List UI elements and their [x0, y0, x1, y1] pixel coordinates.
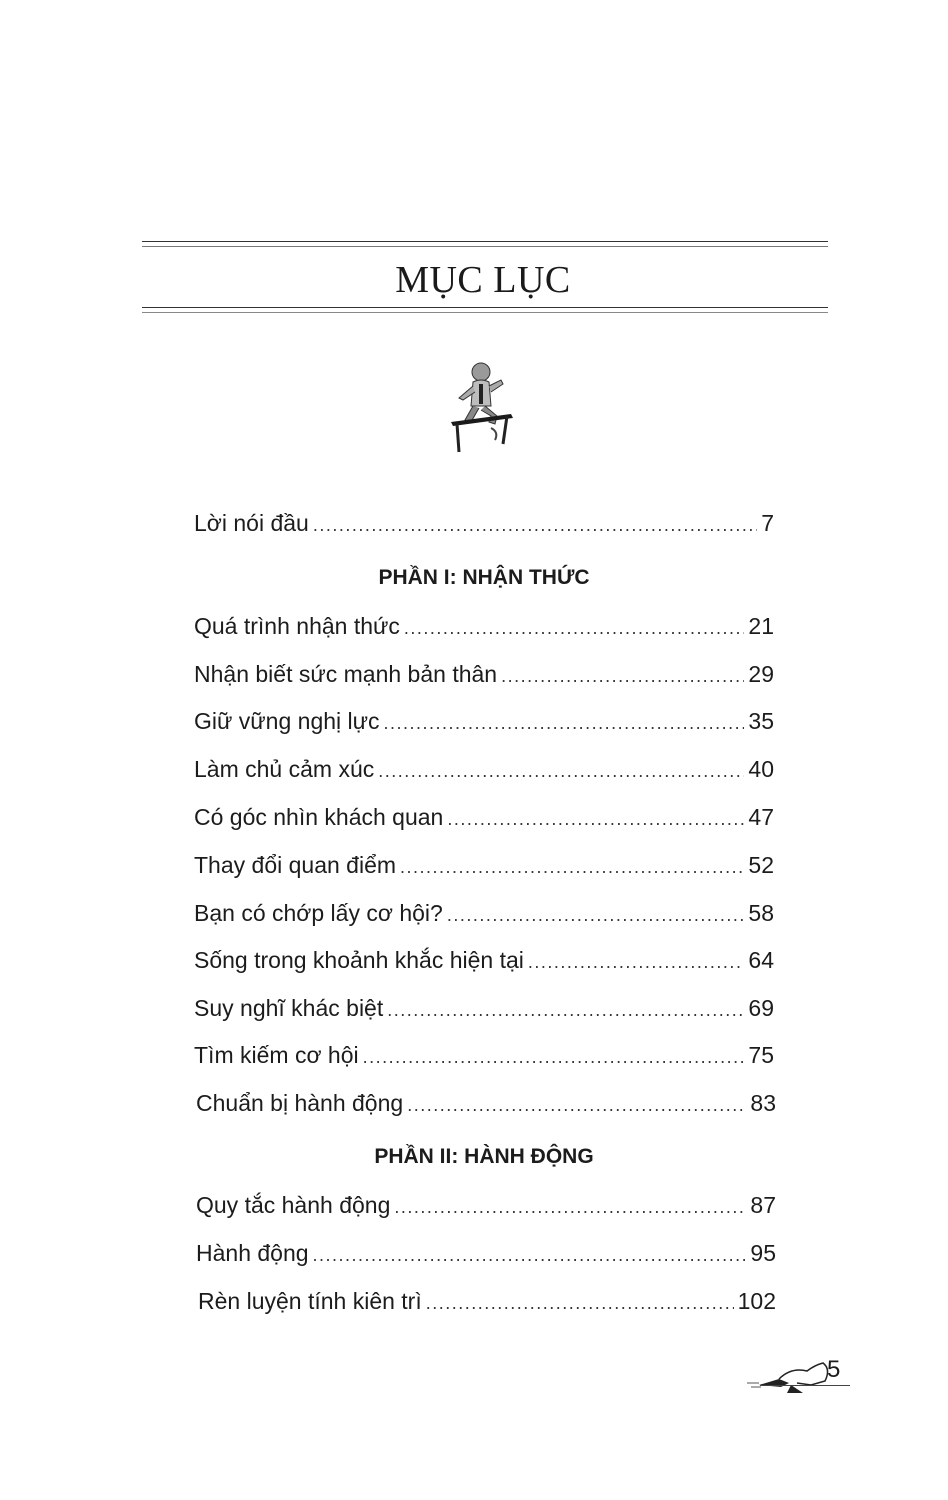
toc-entry-label: Lời nói đầu — [194, 510, 309, 536]
toc-entry-page: 52 — [748, 852, 774, 878]
hurdler-figure-illustration — [445, 358, 517, 454]
toc-entry[interactable] — [198, 1288, 776, 1315]
part-1-heading: PHẦN I: NHẬN THỨC — [378, 566, 590, 589]
leader-dots — [407, 1095, 746, 1116]
toc-entry[interactable] — [196, 1192, 776, 1219]
page-title: MỤC LỤC — [395, 259, 571, 301]
toc-entry-page: 75 — [748, 1042, 774, 1068]
toc-entry[interactable] — [194, 804, 774, 831]
toc-entry-page: 83 — [750, 1090, 776, 1116]
toc-entry-page: 29 — [748, 661, 774, 687]
leader-dots — [447, 905, 745, 926]
toc-entry-label: Có góc nhìn khách quan — [194, 804, 444, 830]
leader-dots — [400, 857, 744, 878]
toc-entry[interactable] — [194, 661, 774, 688]
leader-dots — [426, 1293, 734, 1314]
leader-dots — [363, 1047, 745, 1068]
toc-entry[interactable] — [194, 708, 774, 735]
leader-dots — [528, 952, 745, 973]
toc-entry[interactable] — [194, 900, 774, 927]
title-rule-bottom — [142, 307, 828, 308]
toc-entry-page: 35 — [748, 708, 774, 734]
title-rule-bottom-thin — [142, 312, 828, 313]
toc-entry-label: Giữ vững nghị lực — [194, 708, 380, 734]
toc-entry-label: Nhận biết sức mạnh bản thân — [194, 661, 498, 687]
toc-entry-preface[interactable] — [194, 510, 774, 537]
toc-entry-label: Tìm kiếm cơ hội — [194, 1042, 359, 1068]
part-2-heading: PHẦN II: HÀNH ĐỘNG — [374, 1145, 594, 1168]
toc-entry-page: 21 — [748, 613, 774, 639]
toc-entry[interactable] — [194, 995, 774, 1022]
toc-entry-label: Rèn luyện tính kiên trì — [198, 1288, 422, 1314]
leader-dots — [447, 809, 744, 830]
folio-underline — [760, 1385, 850, 1386]
toc-entry-page: 64 — [748, 947, 774, 973]
toc-entry-label: Chuẩn bị hành động — [196, 1090, 404, 1116]
leader-dots — [404, 618, 744, 639]
leader-dots — [313, 515, 757, 536]
title-rule-top — [142, 241, 828, 242]
toc-entry-page: 58 — [748, 900, 774, 926]
page-number: 5 — [827, 1356, 841, 1383]
toc-entry[interactable] — [194, 613, 774, 640]
leader-dots — [387, 1000, 744, 1021]
title-rule-top-thin — [142, 246, 828, 247]
toc-entry-label: Thay đổi quan điểm — [194, 852, 397, 878]
leader-dots — [501, 666, 744, 687]
toc-entry[interactable] — [194, 1042, 774, 1069]
toc-entry-page: 87 — [750, 1192, 776, 1218]
toc-entry-page: 7 — [761, 510, 774, 536]
toc-entry-label: Suy nghĩ khác biệt — [194, 995, 384, 1021]
toc-entry-label: Bạn có chớp lấy cơ hội? — [194, 900, 443, 926]
leader-dots — [384, 713, 745, 734]
toc-entry[interactable] — [194, 756, 774, 783]
toc-entry[interactable] — [196, 1240, 776, 1267]
toc-entry-page: 40 — [748, 756, 774, 782]
leader-dots — [313, 1245, 747, 1266]
toc-entry-page: 69 — [748, 995, 774, 1021]
toc-entry-label: Làm chủ cảm xúc — [194, 756, 375, 782]
leader-dots — [378, 761, 744, 782]
toc-entry-label: Quá trình nhận thức — [194, 613, 400, 639]
toc-entry-page: 102 — [737, 1288, 776, 1314]
toc-entry-page: 47 — [748, 804, 774, 830]
toc-entry-page: 95 — [750, 1240, 776, 1266]
toc-entry[interactable] — [194, 852, 774, 879]
toc-entry-label: Quy tắc hành động — [196, 1192, 391, 1218]
leader-dots — [394, 1197, 746, 1218]
toc-entry[interactable] — [194, 947, 774, 974]
toc-entry[interactable] — [196, 1090, 776, 1117]
toc-entry-label: Sống trong khoảnh khắc hiện tại — [194, 947, 524, 973]
toc-entry-label: Hành động — [196, 1240, 309, 1266]
